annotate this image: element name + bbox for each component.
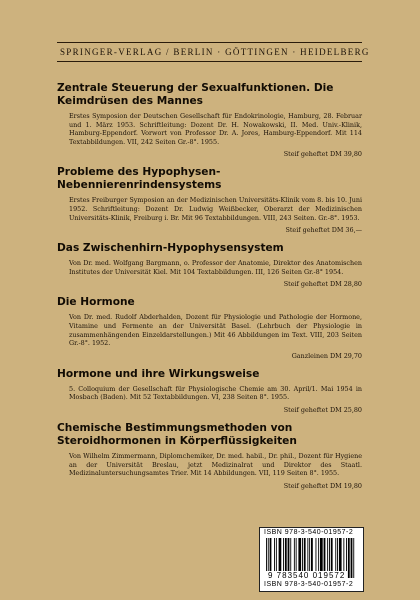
book-entry [57,166,362,235]
book-title: Die Hormone [57,296,135,309]
book-price: Steif geheftet DM 39,80 [283,150,362,159]
book-title: Probleme des Hypophysen-Nebennierenrindensystems [57,166,222,192]
isbn-text-top: ISBN 978-3-540-01957-2 [264,529,354,536]
barcode-digits: 9 783540 019572 [268,571,346,580]
book-description: Von Dr. med. Wolfgang Bargmann, o. Professor der Anatomie, Direktor des Anatomischen Institutes der Universität Kiel. Mit 104 Textabbildungen. III, 126 Seiten Gr.-8° 1954. [69,259,362,276]
book-description: Von Wilhelm Zimmermann, Diplomchemiker, Dr. med. habil., Dr. phil., Dozent für Hygiene an der Universität Breslau, jetzt Medizinalrat und Direktor des Staatl. Medizinaluntersuchungsamtes Trier. Mit 14 Abbildungen. VII, 119 Seiten 8°. 1955. [69,451,362,478]
book-price: Steif geheftet DM 25,80 [283,405,362,414]
book-description: Erstes Freiburger Symposion an der Medizinischen Universitäts-Klinik vom 8. bis 10. Juni 1952. Schriftleitung: Dozent Dr. Ludwig Weißbecker, Oberarzt der Medizinischen Universitäts-Klinik, Freiburg i. Br. Mit 96 Textabbildungen. VIII, 243 Seiten. Gr.-8°. 1953. [69,196,362,222]
book-title: Zentrale Steuerung der Sexualfunktionen. Die Keimdrüsen des Mannes [57,82,334,107]
book-list [57,82,362,498]
book-entry [57,368,362,415]
book-price: Steif geheftet DM 36,— [285,226,362,235]
book-entry [57,242,362,289]
book-price: Steif geheftet DM 28,80 [283,280,362,289]
book-title: Das Zwischenhirn-Hypophysensystem [57,242,284,255]
header-rule-top [57,42,362,43]
isbn-text-bottom: ISBN 978-3-540-01957-2 [264,581,354,588]
book-price: Steif geheftet DM 19,80 [283,481,362,490]
book-description: Erstes Symposion der Deutschen Gesellschaft für Endokrinologie, Hamburg, 28. Februar und 1. März 1953. Schriftleitung: Dozent Dr. H. Nowakowski, II. Med. Univ.-Klinik, Hamburg-Eppendorf. Vorwort von Professor Dr. A. Jores, Hamburg-Eppendorf. Mit 114 Textabbildungen. VII, 242 Seiten Gr.-8°. 1955. [69,112,362,146]
book-description: 5. Colloquium der Gesellschaft für Physiologische Chemie am 30. April/1. Mai 1954 in Mosbach (Baden). Mit 52 Textabbildungen. VI, 238 Seiten 8°. 1955. [69,384,362,402]
book-entry [57,296,362,360]
isbn-barcode-label [259,527,364,592]
book-entry [57,422,362,491]
header-rule-bottom [57,61,362,62]
book-title: Hormone und ihre Wirkungsweise [57,367,260,380]
book-price: Ganzleinen DM 29,70 [291,351,362,360]
book-entry [57,82,362,159]
book-description: Von Dr. med. Rudolf Abderhalden, Dozent für Physiologie und Pathologie der Hormone, Vitamine und Fermente an der Universität Basel. (Lehrbuch der Physiologie in zusammenhängenden Einzeldarstellungen.) Mit 46 Abbildungen im Text. VIII, 203 Seiten Gr.-8°. 1952. [69,313,362,348]
book-title: Chemische Bestimmungsmethoden von Steroidhormonen in Körperflüssigkeiten [57,421,297,447]
publisher-line: SPRINGER-VERLAG / BERLIN · GÖTTINGEN · HEIDELBERG [60,47,370,57]
